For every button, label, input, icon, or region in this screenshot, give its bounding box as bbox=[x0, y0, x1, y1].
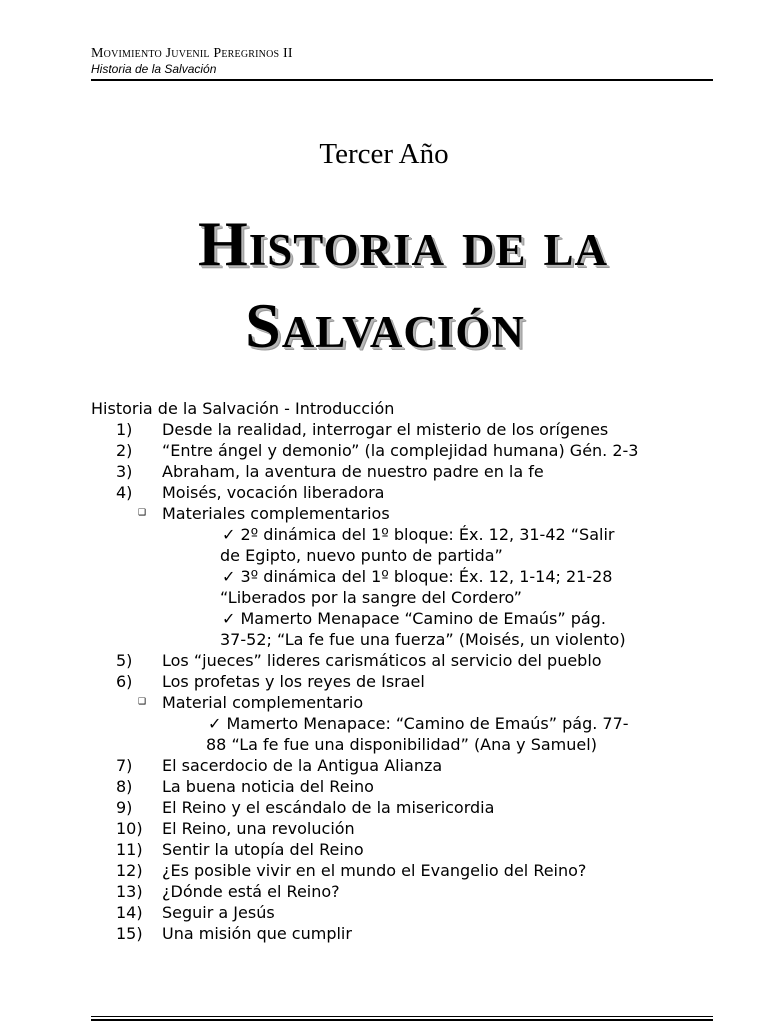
toc-item-text: El Reino y el escándalo de la misericordia bbox=[162, 798, 495, 817]
toc-item bbox=[91, 923, 731, 944]
header-rule bbox=[91, 79, 713, 81]
toc-item-text: Los profetas y los reyes de Israel bbox=[162, 672, 425, 691]
material-label: Material complementario bbox=[162, 693, 364, 712]
toc-item-number: 1) bbox=[116, 420, 133, 439]
toc-item bbox=[91, 860, 731, 881]
toc-item bbox=[91, 818, 731, 839]
check-item-line: ✓ 3º dinámica del 1º bloque: Éx. 12, 1-14; 21-28 bbox=[222, 567, 613, 586]
toc-item-number: 8) bbox=[116, 777, 133, 796]
check-item-line: 88 “La fe fue una disponibilidad” (Ana y Samuel) bbox=[206, 735, 597, 754]
toc-item bbox=[91, 419, 731, 440]
square-bullet-icon: ❑ bbox=[138, 697, 147, 707]
running-header bbox=[91, 45, 713, 76]
toc-item-number: 10) bbox=[116, 819, 143, 838]
toc-item-text: Los “jueces” lideres carismáticos al servicio del pueblo bbox=[162, 651, 602, 670]
check-item-line: ✓ Mamerto Menapace “Camino de Emaús” pág. bbox=[222, 609, 606, 628]
toc-item-number: 15) bbox=[116, 924, 143, 943]
toc-item bbox=[91, 881, 731, 902]
check-item-line: ✓ 2º dinámica del 1º bloque: Éx. 12, 31-42 “Salir bbox=[222, 525, 615, 544]
toc-item bbox=[91, 461, 731, 482]
organization-name: Movimiento Juvenil Peregrinos II bbox=[91, 46, 293, 61]
toc-item bbox=[91, 755, 731, 776]
toc-item-text: Desde la realidad, interrogar el misterio de los orígenes bbox=[162, 420, 609, 439]
toc-item-number: 2) bbox=[116, 441, 133, 460]
main-title-line-2: Salvación bbox=[245, 290, 525, 361]
toc-item-number: 7) bbox=[116, 756, 133, 775]
toc-item bbox=[91, 839, 731, 860]
toc-item-number: 12) bbox=[116, 861, 143, 880]
toc-item-text: “Entre ángel y demonio” (la complejidad humana) Gén. 2-3 bbox=[162, 441, 639, 460]
toc-item bbox=[91, 650, 731, 671]
check-item-line: “Liberados por la sangre del Cordero” bbox=[220, 588, 522, 607]
year-label: Tercer Año bbox=[319, 138, 449, 170]
toc-item-number: 13) bbox=[116, 882, 143, 901]
materials-label: Materiales complementarios bbox=[162, 504, 390, 523]
document-subtitle: Historia de la Salvación bbox=[91, 62, 217, 76]
check-item-line: de Egipto, nuevo punto de partida” bbox=[220, 546, 503, 565]
material-heading bbox=[91, 692, 731, 713]
toc-item bbox=[91, 671, 731, 692]
square-bullet-icon: ❑ bbox=[138, 508, 147, 518]
toc-heading: Historia de la Salvación - Introducción bbox=[91, 399, 395, 418]
table-of-contents bbox=[91, 398, 731, 944]
footer-rule bbox=[91, 1016, 713, 1017]
toc-item-text: ¿Es posible vivir en el mundo el Evangelio del Reino? bbox=[162, 861, 587, 880]
toc-item-text: ¿Dónde está el Reino? bbox=[162, 882, 340, 901]
toc-item-text: La buena noticia del Reino bbox=[162, 777, 374, 796]
toc-item-text: Sentir la utopía del Reino bbox=[162, 840, 364, 859]
toc-item-text: Una misión que cumplir bbox=[162, 924, 352, 943]
toc-item bbox=[91, 440, 731, 461]
toc-item-number: 11) bbox=[116, 840, 143, 859]
toc-item-number: 6) bbox=[116, 672, 133, 691]
check-item-line: ✓ Mamerto Menapace: “Camino de Emaús” pág. 77- bbox=[208, 714, 629, 733]
materials-heading bbox=[91, 503, 731, 524]
toc-item-number: 9) bbox=[116, 798, 133, 817]
toc-item-number: 3) bbox=[116, 462, 133, 481]
footer-rule-double bbox=[91, 1019, 713, 1021]
toc-item bbox=[91, 482, 731, 503]
toc-item-number: 14) bbox=[116, 903, 143, 922]
toc-item-number: 5) bbox=[116, 651, 133, 670]
toc-item bbox=[91, 776, 731, 797]
toc-item-number: 4) bbox=[116, 483, 133, 502]
check-item-line: 37-52; “La fe fue una fuerza” (Moisés, un violento) bbox=[220, 630, 626, 649]
toc-item-text: Abraham, la aventura de nuestro padre en la fe bbox=[162, 462, 544, 481]
toc-item-text: Moisés, vocación liberadora bbox=[162, 483, 385, 502]
toc-item bbox=[91, 902, 731, 923]
toc-item-text: Seguir a Jesús bbox=[162, 903, 275, 922]
toc-item-text: El Reino, una revolución bbox=[162, 819, 355, 838]
toc-item bbox=[91, 797, 731, 818]
main-title-line-1: Historia de la bbox=[197, 208, 609, 279]
toc-item-text: El sacerdocio de la Antigua Alianza bbox=[162, 756, 443, 775]
